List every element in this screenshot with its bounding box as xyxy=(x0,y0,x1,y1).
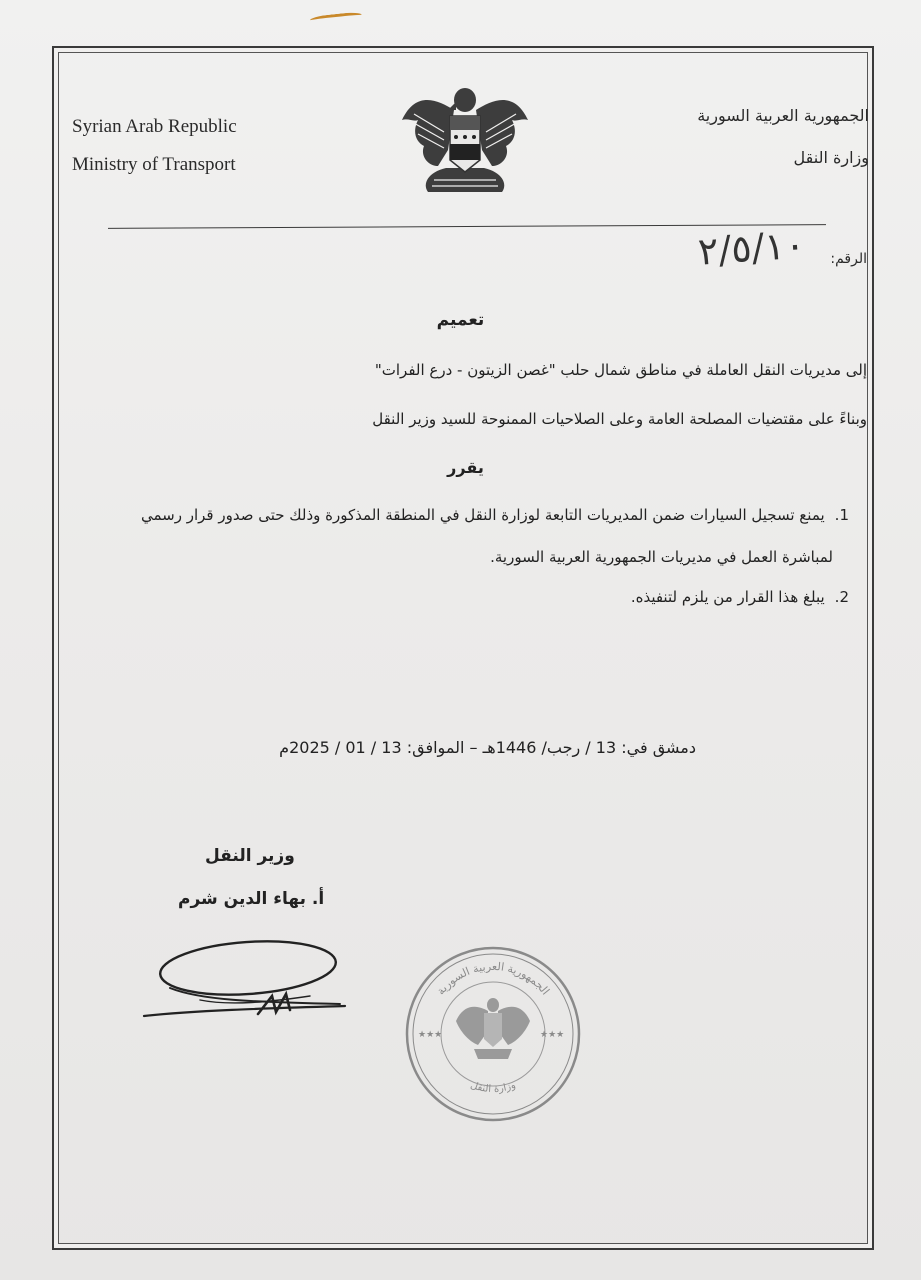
seal-eagle-icon xyxy=(456,998,530,1059)
svg-text:وزارة النقل xyxy=(469,1080,517,1095)
list-item-1 xyxy=(141,506,849,524)
list-item-1-continuation: لمباشرة العمل في مديريات الجمهورية العربية السورية. xyxy=(490,548,833,566)
syrian-eagle-emblem-icon xyxy=(398,80,532,200)
official-seal xyxy=(404,945,582,1123)
signatory-title: وزير النقل xyxy=(205,846,295,866)
reference-number xyxy=(696,222,867,274)
svg-text:★★★: ★★★ xyxy=(540,1030,565,1040)
ministry-name-ar: وزارة النقل xyxy=(793,148,869,167)
list-item-text: يبلغ هذا القرار من يلزم لتنفيذه. xyxy=(630,588,825,606)
country-name-en: Syrian Arab Republic xyxy=(72,116,237,137)
list-item-2 xyxy=(631,588,849,606)
country-name-ar: الجمهورية العربية السورية xyxy=(697,106,869,125)
decides-heading: يقرر xyxy=(447,458,484,477)
addressee-line: إلى مديريات النقل العاملة في مناطق شمال حلب "غصن الزيتون - درع الفرات" xyxy=(374,361,867,379)
pen-mark xyxy=(310,11,363,25)
svg-text:★★★: ★★★ xyxy=(418,1030,443,1040)
signatory-name: أ. بهاء الدين شرم xyxy=(178,889,325,909)
arabic-header xyxy=(609,95,869,179)
ministry-name-en: Ministry of Transport xyxy=(72,154,236,175)
seal-text-top: الجمهورية العربية السورية xyxy=(434,959,552,998)
list-item-number: 1. xyxy=(834,506,849,524)
english-header xyxy=(72,108,237,184)
seal-text-bottom: وزارة النقل xyxy=(468,1079,518,1096)
date-line: دمشق في: 13 / رجب/ 1446هـ – الموافق: 13 / 01 / 2025م xyxy=(279,738,696,757)
preamble-line: وبناءً على مقتضيات المصلحة العامة وعلى الصلاحيات الممنوحة للسيد وزير النقل xyxy=(372,410,867,428)
reference-label: الرقم: xyxy=(830,251,867,267)
reference-handwritten-value: ٢/٥/١٠ xyxy=(696,222,807,274)
document-title: تعميم xyxy=(436,310,485,330)
list-item-number: 2. xyxy=(834,588,849,606)
handwritten-signature xyxy=(140,930,370,1030)
list-item-text: يمنع تسجيل السيارات ضمن المديريات التابعة لوزارة النقل في المنطقة المذكورة وذلك حتى صدور قرار رسمي xyxy=(140,506,825,524)
